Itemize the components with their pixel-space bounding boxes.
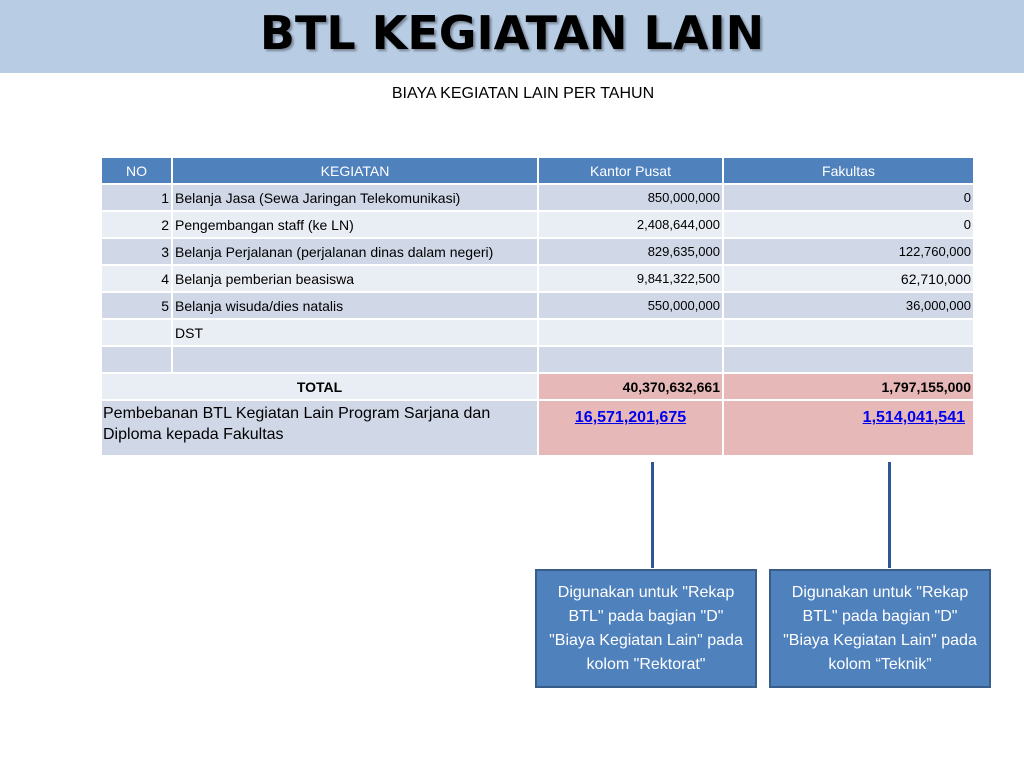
row-kegiatan: Belanja wisuda/dies natalis bbox=[172, 292, 538, 319]
row-fakultas: 0 bbox=[723, 211, 974, 238]
row-fakultas: 62,710,000 bbox=[723, 265, 974, 292]
header-no: NO bbox=[101, 157, 172, 184]
header-kegiatan: KEGIATAN bbox=[172, 157, 538, 184]
header-kantor-pusat: Kantor Pusat bbox=[538, 157, 723, 184]
row-fakultas: 0 bbox=[723, 184, 974, 211]
row-no bbox=[101, 346, 172, 373]
note-rektorat-text: Digunakan untuk "Rekap BTL" pada bagian "D" "Biaya Kegiatan Lain" pada kolom "Rektorat" bbox=[549, 583, 743, 673]
charge-row bbox=[101, 400, 974, 456]
row-kantor-pusat: 829,635,000 bbox=[538, 238, 723, 265]
table-row bbox=[101, 265, 974, 292]
note-teknik bbox=[769, 569, 991, 688]
header-fakultas: Fakultas bbox=[723, 157, 974, 184]
connector-left bbox=[651, 462, 654, 568]
table-row bbox=[101, 184, 974, 211]
table-row bbox=[101, 319, 974, 346]
total-kantor-pusat: 40,370,632,661 bbox=[538, 373, 723, 400]
row-kantor-pusat: 850,000,000 bbox=[538, 184, 723, 211]
charge-fakultas-cell bbox=[723, 400, 974, 456]
total-label: TOTAL bbox=[101, 373, 538, 400]
row-fakultas bbox=[723, 319, 974, 346]
row-kegiatan: Pengembangan staff (ke LN) bbox=[172, 211, 538, 238]
total-fakultas: 1,797,155,000 bbox=[723, 373, 974, 400]
table-row bbox=[101, 346, 974, 373]
row-no: 1 bbox=[101, 184, 172, 211]
row-kegiatan: Belanja pemberian beasiswa bbox=[172, 265, 538, 292]
row-kegiatan: DST bbox=[172, 319, 538, 346]
charge-kantor-pusat-link[interactable]: 16,571,201,675 bbox=[574, 409, 687, 426]
table-header-row bbox=[101, 157, 974, 184]
row-fakultas bbox=[723, 346, 974, 373]
connector-right bbox=[888, 462, 891, 568]
note-teknik-text: Digunakan untuk "Rekap BTL" pada bagian "D" "Biaya Kegiatan Lain" pada kolom “Teknik” bbox=[783, 583, 977, 673]
row-no: 3 bbox=[101, 238, 172, 265]
row-kegiatan bbox=[172, 346, 538, 373]
row-no: 2 bbox=[101, 211, 172, 238]
table-row bbox=[101, 211, 974, 238]
slide-subtitle: BIAYA KEGIATAN LAIN PER TAHUN bbox=[391, 85, 655, 102]
row-fakultas: 36,000,000 bbox=[723, 292, 974, 319]
total-row bbox=[101, 373, 974, 400]
row-kantor-pusat: 9,841,322,500 bbox=[538, 265, 723, 292]
charge-fakultas-link[interactable]: 1,514,041,541 bbox=[862, 409, 965, 426]
row-fakultas: 122,760,000 bbox=[723, 238, 974, 265]
row-kantor-pusat: 2,408,644,000 bbox=[538, 211, 723, 238]
table-row bbox=[101, 292, 974, 319]
btl-table bbox=[100, 156, 975, 457]
row-kantor-pusat bbox=[538, 319, 723, 346]
charge-label: Pembebanan BTL Kegiatan Lain Program Sarjana dan Diploma kepada Fakultas bbox=[101, 400, 538, 456]
row-kegiatan: Belanja Perjalanan (perjalanan dinas dalam negeri) bbox=[172, 238, 538, 265]
table-row bbox=[101, 238, 974, 265]
note-rektorat bbox=[535, 569, 757, 688]
row-kegiatan: Belanja Jasa (Sewa Jaringan Telekomunikasi) bbox=[172, 184, 538, 211]
row-no bbox=[101, 319, 172, 346]
row-kantor-pusat bbox=[538, 346, 723, 373]
row-no: 5 bbox=[101, 292, 172, 319]
row-kantor-pusat: 550,000,000 bbox=[538, 292, 723, 319]
slide-title: BTL KEGIATAN LAIN bbox=[259, 6, 765, 60]
row-no: 4 bbox=[101, 265, 172, 292]
charge-kantor-pusat-cell bbox=[538, 400, 723, 456]
